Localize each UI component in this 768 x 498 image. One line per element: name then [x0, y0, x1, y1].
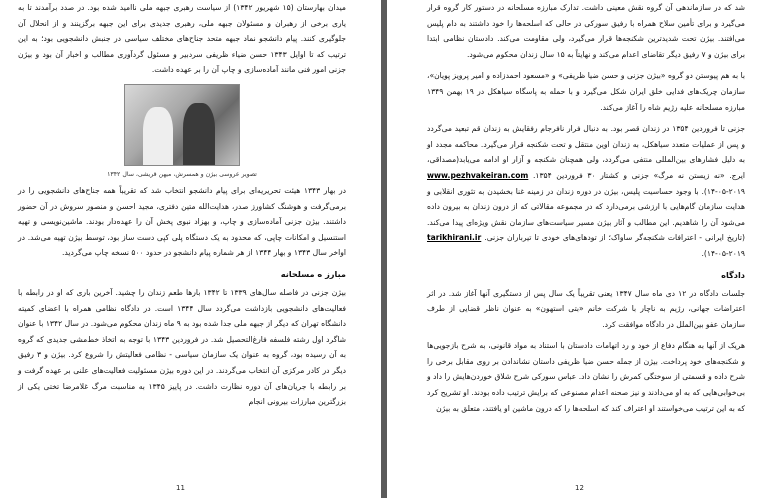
page-number-right: 12	[575, 484, 584, 492]
left-paragraph-2: در بهار ۱۳۴۳ هیئت تحریریه‌ای برای پیام دانشجو انتخاب شد که تقریباً همه جناح‌های دانشجویی را در برمی‌گرفت و هوشنگ کشاورز صدر، هدایت‌الله متین دفتری، مجید احسن و منصور سروش در آن حضور داشتند. بیژن جزنی آماده‌سازی و چاپ، و بهزاد نبوی پخش آن را عهده‌دار بودند. ماشین‌نویسی و تهیه استنسیل و امکانات چاپی، که محدود به یک دستگاه پلی کپی دست ساز بود، توسط بیژن تهیه می‌شد. در اواخر سال ۱۳۴۳ و بهار ۱۳۴۴ از هر شماره پیام دانشجو در حدود ۵۰۰ نسخه چاپ می‌گردید.	[18, 185, 346, 258]
left-paragraph-3: بیژن جزنی در فاصله سال‌های ۱۳۳۹ تا ۱۳۴۲ بارها طعم زندان را چشید. آخرین باری که او در رابطه با فعالیت‌های دانشجویی بازداشت می‌گردد سال ۱۳۴۴ است. در دادگاه نظامی همراه با اعضای کمیته دانشگاه تهران که دیگر از جبهه ملی جدا شده بود به ۹ ماه زندان محکوم می‌شود. در سال ۱۳۴۲ با عنوان شاگرد اول رشته فلسفه فارغ‌التحصیل شد. در فروردین ۱۳۴۳ با توجه به اتخاذ خط‌مشی جدیدی که گروه به آن رسیده بود، گروه به عنوان یک سازمان سیاسی - نظامی فعالیتش را شروع کرد. بیژن و ۳ رفیق دیگر در کادر مرکزی آن انتخاب می‌گردند. در این دوره بیژن مسئولیت فعالیت‌های علنی بر عهده گرفت و بر رابطه با جریان‌های آن دوره نظارت داشت. در پاییز ۱۳۴۵ به مناسبت مرگ غلامرضا تختی یکی از بزرگترین مبارزات بیرونی انجام	[18, 287, 347, 407]
right-paragraph-2: با به هم پیوستن دو گروه «بیژن جزنی و حسن ضیا ظریفی» و «مسعود احمدزاده و امیر پرویز پویان»، سازمان چریک‌های فدایی خلق ایران شکل می‌گیرد و با حمله به پاسگاه سیاهکل در ۱۹ بهمن ۱۳۴۹ مبارزه مسلحانه علیه رژیم شاه را آغاز می‌کند.	[427, 71, 745, 112]
pezhvakeiran-link[interactable]: www.pezhvakeiran.com	[427, 170, 529, 180]
right-paragraph-1: شد که در سازماندهی آن گروه نقش معینی داشت. تدارک مبارزه مسلحانه در دستور کار گروه قرار می‌گیرد و برای تأمین سلاح همراه با رفیق سورکی در حالی که اسلحه‌ها را خود داشتند به دام پلیس می‌افتند. بیژن تحت شدیدترین شکنجه‌ها قرار می‌گیرد، ولی مقاومت می‌کند. دادستان نظامی ابتدا برای بیژن و ۷ رفیق دیگر تقاضای اعدام می‌کند و نهایتاً به ۱۵ سال زندان محکوم می‌شود.	[427, 3, 745, 59]
section-heading-court: دادگاه	[721, 269, 745, 280]
left-page	[0, 0, 381, 498]
tarikhirani-link[interactable]: tarikhirani.ir	[427, 233, 482, 243]
right-paragraph-3-text-b: ۱۴-۰۵-۲۰۱۹). با وجود حساسیت پلیس، بیژن در دوره زندان در زمینه غنا بخشیدن به تئوری انقلابی و هدایت سازمان گام‌هایی با ارزشی برمی‌دارد که در مجموعه مقالاتی که از درون زندان به بیرون داده می‌شود آن را شاهدیم. این مطالب و آثار بیژن مسیر سیاست‌های سازمان نقش ویژه‌ای پیدا می‌کند. (تاریخ ایرانی - اعترافات شکنجه‌گر ساواک؛ از تودهای‌های خودی تا تیرباران جزنی.	[427, 186, 745, 243]
right-paragraph-3	[427, 121, 745, 261]
right-paragraph-5: هریک از آنها به هنگام دفاع از خود و رد اتهامات دادستان با استناد به مواد قانونی، به شرح بازجویی‌ها و شکنجه‌های خود پرداخت. بیژن از جمله حسن ضیا ظریفی داستان نشاندادن بر روی مقابل برخی را شرح داده و قسمتی از سوختگی کمرش را نشان داد. عباس سورکی شرح شلاق خوردن‌هایش را داد و بی‌خوابی‌هایی که به او می‌دادند و نیز صحنه اعدام مصنوعی که برایش ترتیب داده بودند. او تشریح کرد که به این ترتیب می‌خواستند او اعتراف کند که اسلحه‌ها را که درون ماشین او یافتند، متعلق به بیژن	[427, 341, 745, 413]
left-paragraph-1: میدان بهارستان (۱۵ شهریور ۱۳۴۲) از سیاست رهبری جبهه ملی ناامید شده بود. در صدد برآمدند تا به یاری برخی از رهبران و مسئولان جبهه ملی، رهبری جدیدی برای این جبهه برگزینند و از انحلال آن جلوگیری کنند. پیام دانشجو نماد جبهه متحد جناح‌های مختلف سیاسی در جنبش دانشجویی بود؛ به این ترتیب که تا اوایل ۱۳۴۳ حسن ضیاء ظریفی سردبیر و مسئول گردآوری مطالب و اخبار آن بود و بیژن جزنی امور فنی مانند آماده‌سازی و چاپ آن را بر عهده داشت.	[18, 3, 347, 75]
photo-figure-bride	[143, 107, 173, 165]
page-number-left: 11	[176, 484, 185, 492]
photo-figure-groom	[183, 103, 215, 165]
wedding-photo-figure	[82, 84, 282, 181]
right-paragraph-4: جلسات دادگاه در ۱۲ دی ماه سال ۱۳۴۷ یعنی تقریباً یک سال پس از دستگیری آنها آغاز شد. در اثر اعتراضات جهانی، رژیم به ناچار با شرکت خانم «بتی استهون» به عنوان ناظر قضایی از طرف سازمان عفو بین‌الملل در دادگاه موافقت کرد.	[427, 288, 745, 329]
wedding-photo	[124, 84, 240, 166]
right-page	[387, 0, 768, 498]
left-page-text-column	[18, 0, 346, 416]
right-paragraph-3-text-a: جزنی تا فروردین ۱۳۵۴ در زندان قصر بود. به دنبال فرار نافرجام رفقایش به زندان قم تبعید می‌گردد و پس از عملیات متعدد سیاهکل، به زندان اوین منتقل و تحت شکنجه قرار می‌گیرد. محاکمه مجدد او به دلیل فشارهای بین‌المللی منتفی می‌گردد، ولی همچنان شکنجه و آزار او ادامه می‌یابد(مصداقی، ایرج. «نه زیستن نه مرگ» جزنی و کشتار ۳۰ فروردین ۱۳۵۴.	[427, 124, 745, 180]
section-heading-armed-struggle: مبارز ه مسلحانه	[280, 268, 346, 279]
photo-caption: تصویر عروسی بیژن و همسرش، میهن قریشی، سال ۱۳۴۲	[107, 170, 257, 178]
right-page-text-column	[427, 0, 745, 422]
right-paragraph-3-text-c: ۱۴-۰۵-۲۰۱۹).	[701, 248, 745, 258]
